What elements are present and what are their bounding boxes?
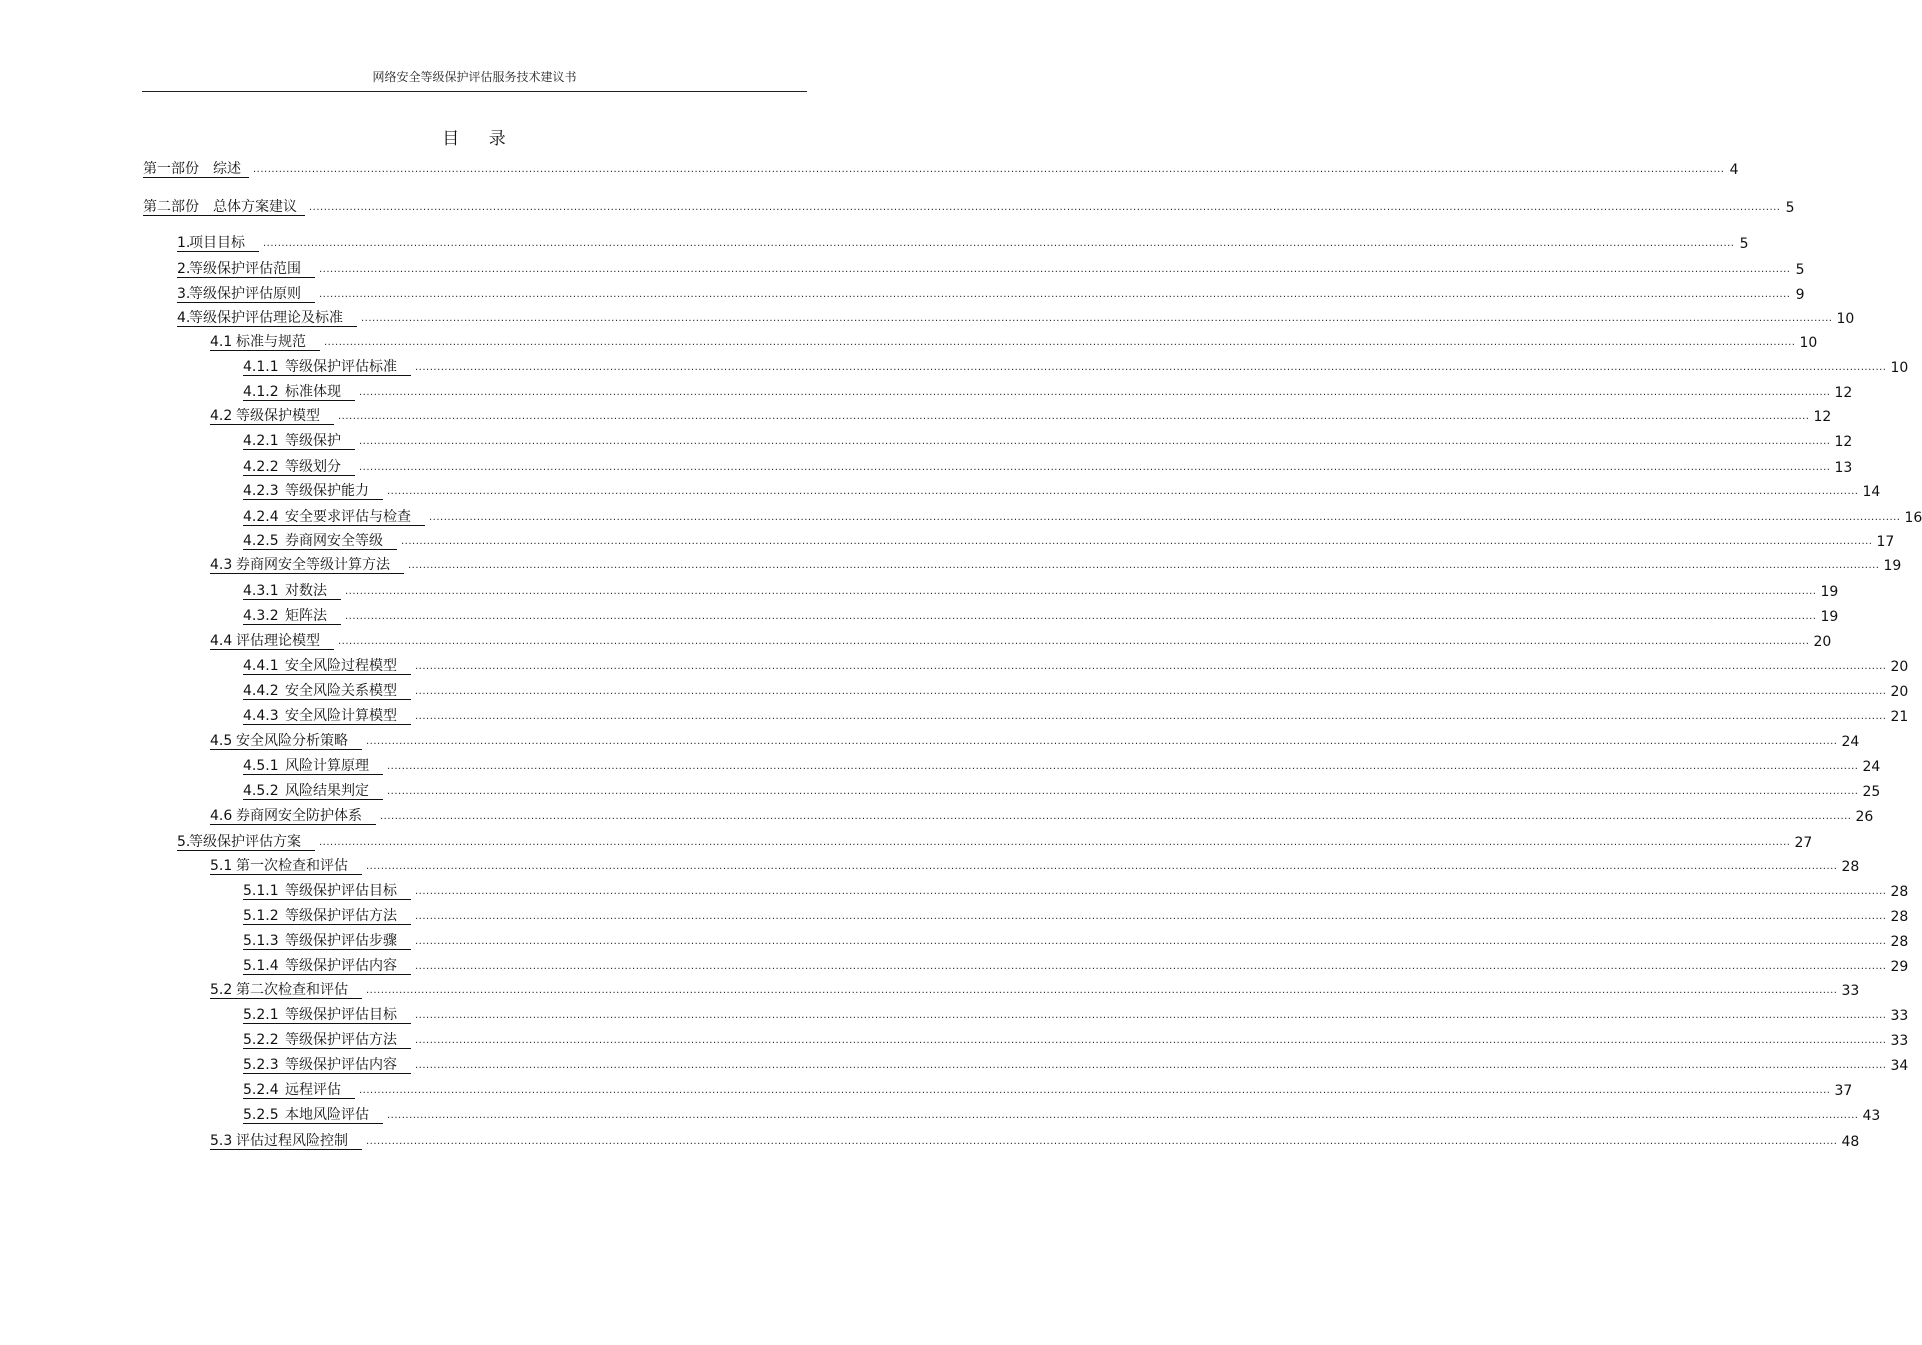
toc-entry-leader-dots: ................................................................................................................................................................................................................................................................................................................................................................................................................ [415,1010,1887,1021]
toc-entry-title: 券商网安全等级 [285,533,397,550]
toc-entry-leader-dots: ................................................................................................................................................................................................................................................................................................................................................................................................................ [415,961,1887,972]
toc-entry-page-number: 33 [1841,983,1860,999]
toc-entry-page-number: 17 [1876,534,1895,550]
toc-entry-page-number: 19 [1820,584,1839,600]
toc-entry-title: 安全风险计算模型 [285,708,411,725]
toc-entry[interactable] [243,755,1881,775]
toc-entry[interactable] [243,1054,1909,1074]
toc-entry-page-number: 20 [1890,684,1909,700]
toc-entry[interactable] [243,655,1909,675]
toc-entry-number: 4.2.5 [243,533,285,550]
toc-entry[interactable] [243,580,1839,600]
toc-entry-title: 等级保护评估原则 [189,286,315,303]
toc-entry-number: 4.4.3 [243,708,285,725]
toc-entry-leader-dots: ................................................................................................................................................................................................................................................................................................................................................................................................................ [415,886,1887,897]
toc-entry-leader-dots: ................................................................................................................................................................................................................................................................................................................................................................................................................ [359,436,1831,447]
toc-entry-title: 风险结果判定 [285,783,383,800]
toc-entry[interactable] [243,1079,1853,1099]
toc-entry-number: 4.1 [210,334,236,351]
toc-entry-leader-dots: ................................................................................................................................................................................................................................................................................................................................................................................................................ [359,462,1831,473]
toc-entry-page-number: 14 [1862,484,1881,500]
toc-entry-page-number: 12 [1813,409,1832,425]
toc-entry-leader-dots: ................................................................................................................................................................................................................................................................................................................................................................................................................ [309,202,1781,213]
toc-entry-number: 4.5.2 [243,783,285,800]
toc-entry-page-number: 19 [1820,609,1839,625]
toc-title: 目 录 [442,129,518,149]
running-header: 网络安全等级保护评估服务技术建议书 [372,70,577,84]
toc-entry-leader-dots: ................................................................................................................................................................................................................................................................................................................................................................................................................ [324,337,1796,348]
toc-entry-page-number: 26 [1855,809,1874,825]
toc-entry[interactable] [177,232,1749,252]
toc-entry-page-number: 10 [1836,311,1855,327]
toc-entry-page-number: 28 [1841,859,1860,875]
toc-entry-leader-dots: ................................................................................................................................................................................................................................................................................................................................................................................................................ [429,512,1901,523]
toc-entry-page-number: 21 [1890,709,1909,725]
toc-entry-leader-dots: ................................................................................................................................................................................................................................................................................................................................................................................................................ [253,164,1725,175]
toc-entry-number: 4.3 [210,557,236,574]
toc-entry-number: 4.1.2 [243,384,285,401]
toc-entry-leader-dots: ................................................................................................................................................................................................................................................................................................................................................................................................................ [387,1110,1859,1121]
toc-entry[interactable] [243,905,1909,925]
toc-entry[interactable] [210,979,1860,999]
toc-entry-number: 4.2.4 [243,509,285,526]
toc-entry-leader-dots: ................................................................................................................................................................................................................................................................................................................................................................................................................ [401,536,1873,547]
toc-entry-title: 等级保护评估内容 [285,1057,411,1074]
toc-entry-number: 5.1.1 [243,883,285,900]
toc-entry[interactable] [210,805,1874,825]
toc-entry[interactable] [210,405,1832,425]
toc-entry-leader-dots: ................................................................................................................................................................................................................................................................................................................................................................................................................ [361,313,1833,324]
toc-entry-number: 4.3.1 [243,583,285,600]
toc-entry-number: 4.1.1 [243,359,285,376]
toc-entry-number: 4.4.2 [243,683,285,700]
toc-entry-leader-dots: ................................................................................................................................................................................................................................................................................................................................................................................................................ [366,985,1838,996]
toc-entry-page-number: 19 [1883,558,1902,574]
toc-entry-number: 4.2.1 [243,433,285,450]
toc-entry-number: 4.5.1 [243,758,285,775]
toc-entry-number: 5.1.4 [243,958,285,975]
toc-entry-number: 5.2 [210,982,236,999]
toc-entry[interactable] [210,1130,1860,1150]
toc-entry-title: 等级保护模型 [236,408,334,425]
toc-entry-number: 5.2.5 [243,1107,285,1124]
toc-entry[interactable] [210,855,1860,875]
toc-entry-title: 等级保护评估理论及标准 [189,310,357,327]
toc-entry-page-number: 34 [1890,1058,1909,1074]
toc-entry-title: 评估理论模型 [236,633,334,650]
toc-entry-title: 第一次检查和评估 [236,858,362,875]
toc-entry-title: 等级保护评估方法 [285,1032,411,1049]
toc-entry-page-number: 13 [1834,460,1853,476]
toc-entry-number: 5.2.3 [243,1057,285,1074]
toc-entry-leader-dots: ................................................................................................................................................................................................................................................................................................................................................................................................................ [415,661,1887,672]
toc-entry-number: 5.2.2 [243,1032,285,1049]
toc-entry-page-number: 16 [1904,510,1922,526]
toc-entry-title: 矩阵法 [285,608,341,625]
toc-entry-number: 5.2.4 [243,1082,285,1099]
toc-entry-number: 5.1.2 [243,908,285,925]
toc-entry-title: 第一部份 综述 [143,161,249,178]
toc-entry-page-number: 27 [1794,835,1813,851]
toc-entry[interactable] [177,307,1855,327]
toc-entry[interactable] [243,456,1853,476]
toc-entry-title: 等级保护评估方法 [285,908,411,925]
toc-entry-leader-dots: ................................................................................................................................................................................................................................................................................................................................................................................................................ [359,1085,1831,1096]
toc-entry-title: 远程评估 [285,1082,355,1099]
toc-entry-title: 等级保护评估标准 [285,359,411,376]
toc-entry[interactable] [243,1004,1909,1024]
toc-entry-title: 等级保护评估步骤 [285,933,411,950]
toc-entry-title: 等级保护评估目标 [285,1007,411,1024]
toc-entry-page-number: 4 [1729,162,1739,178]
toc-entry-number: 4.2.2 [243,459,285,476]
toc-entry-page-number: 24 [1841,734,1860,750]
toc-entry-leader-dots: ................................................................................................................................................................................................................................................................................................................................................................................................................ [380,811,1852,822]
toc-entry-title: 第二部份 总体方案建议 [143,199,305,216]
toc-entry-leader-dots: ................................................................................................................................................................................................................................................................................................................................................................................................................ [319,289,1791,300]
toc-entry-page-number: 24 [1862,759,1881,775]
toc-entry[interactable] [243,530,1895,550]
toc-entry[interactable] [243,1029,1909,1049]
toc-entry-title: 评估过程风险控制 [236,1133,362,1150]
toc-entry[interactable] [243,955,1909,975]
toc-entry[interactable] [143,158,1739,178]
toc-entry-number: 4.4.1 [243,658,285,675]
toc-entry[interactable] [243,930,1909,950]
toc-entry-title: 安全风险分析策略 [236,733,362,750]
toc-entry-leader-dots: ................................................................................................................................................................................................................................................................................................................................................................................................................ [415,362,1887,373]
toc-entry-leader-dots: ................................................................................................................................................................................................................................................................................................................................................................................................................ [319,264,1791,275]
toc-entry-page-number: 12 [1834,385,1853,401]
toc-entry-number: 5.1 [210,858,236,875]
toc-entry-leader-dots: ................................................................................................................................................................................................................................................................................................................................................................................................................ [345,611,1817,622]
toc-entry-title: 对数法 [285,583,341,600]
toc-entry-title: 等级保护评估方案 [189,834,315,851]
toc-entry-page-number: 9 [1795,287,1805,303]
toc-entry-title: 本地风险评估 [285,1107,383,1124]
toc-entry-leader-dots: ................................................................................................................................................................................................................................................................................................................................................................................................................ [319,837,1791,848]
toc-entry[interactable] [143,196,1795,216]
toc-entry[interactable] [243,506,1922,526]
toc-entry-leader-dots: ................................................................................................................................................................................................................................................................................................................................................................................................................ [366,861,1838,872]
toc-entry-number: 5. [177,834,191,850]
toc-entry-page-number: 48 [1841,1134,1860,1150]
toc-entry[interactable] [243,430,1853,450]
toc-entry-title: 项目目标 [189,235,259,252]
toc-entry-number: 5.2.1 [243,1007,285,1024]
toc-entry-number: 4.3.2 [243,608,285,625]
toc-entry-title: 标准与规范 [236,334,320,351]
toc-entry-leader-dots: ................................................................................................................................................................................................................................................................................................................................................................................................................ [387,486,1859,497]
toc-entry-number: 4.5 [210,733,236,750]
toc-entry-page-number: 5 [1795,262,1805,278]
toc-entry[interactable] [243,780,1881,800]
toc-entry[interactable] [243,1104,1881,1124]
toc-entry-number: 4.2.3 [243,483,285,500]
toc-entry-leader-dots: ................................................................................................................................................................................................................................................................................................................................................................................................................ [366,736,1838,747]
toc-entry-page-number: 33 [1890,1008,1909,1024]
toc-entry-number: 2. [177,261,191,277]
toc-entry-page-number: 5 [1739,236,1749,252]
toc-entry-page-number: 12 [1834,434,1853,450]
toc-entry-title: 安全风险关系模型 [285,683,411,700]
toc-entry-page-number: 10 [1799,335,1818,351]
toc-entry-leader-dots: ................................................................................................................................................................................................................................................................................................................................................................................................................ [415,911,1887,922]
toc-entry-leader-dots: ................................................................................................................................................................................................................................................................................................................................................................................................................ [415,1035,1887,1046]
toc-entry-page-number: 28 [1890,884,1909,900]
toc-entry-leader-dots: ................................................................................................................................................................................................................................................................................................................................................................................................................ [408,560,1880,571]
toc-entry[interactable] [210,331,1818,351]
toc-entry-leader-dots: ................................................................................................................................................................................................................................................................................................................................................................................................................ [366,1136,1838,1147]
toc-entry-leader-dots: ................................................................................................................................................................................................................................................................................................................................................................................................................ [345,586,1817,597]
toc-entry-title: 标准体现 [285,384,355,401]
toc-entry-number: 4.4 [210,633,236,650]
toc-entry[interactable] [243,880,1909,900]
toc-entry-number: 1. [177,235,191,251]
toc-entry-page-number: 28 [1890,934,1909,950]
toc-entry-page-number: 28 [1890,909,1909,925]
toc-entry-number: 3. [177,286,191,302]
toc-entry[interactable] [243,605,1839,625]
toc-entry-title: 等级划分 [285,459,355,476]
toc-entry-page-number: 20 [1890,659,1909,675]
toc-entry-title: 券商网安全等级计算方法 [236,557,404,574]
toc-entry[interactable] [243,705,1909,725]
toc-entry-leader-dots: ................................................................................................................................................................................................................................................................................................................................................................................................................ [338,636,1810,647]
toc-entry-page-number: 33 [1890,1033,1909,1049]
toc-entry-title: 第二次检查和评估 [236,982,362,999]
toc-entry-page-number: 29 [1890,959,1909,975]
toc-entry[interactable] [243,356,1909,376]
toc-entry[interactable] [210,630,1832,650]
toc-entry-page-number: 25 [1862,784,1881,800]
toc-entry-leader-dots: ................................................................................................................................................................................................................................................................................................................................................................................................................ [415,711,1887,722]
toc-entry[interactable] [210,730,1860,750]
toc-entry[interactable] [243,381,1853,401]
toc-entry-page-number: 5 [1785,200,1795,216]
toc-entry[interactable] [177,258,1805,278]
toc-entry-leader-dots: ................................................................................................................................................................................................................................................................................................................................................................................................................ [415,1060,1887,1071]
toc-entry-title: 等级保护评估内容 [285,958,411,975]
toc-entry-title: 安全要求评估与检查 [285,509,425,526]
toc-entry-number: 5.3 [210,1133,236,1150]
toc-entry-title: 等级保护 [285,433,355,450]
toc-entry-page-number: 43 [1862,1108,1881,1124]
toc-entry[interactable] [243,680,1909,700]
toc-entry-number: 5.1.3 [243,933,285,950]
toc-entry-title: 安全风险过程模型 [285,658,411,675]
toc-entry-number: 4.6 [210,808,236,825]
toc-entry-page-number: 20 [1813,634,1832,650]
toc-entry[interactable] [177,283,1805,303]
toc-entry-leader-dots: ................................................................................................................................................................................................................................................................................................................................................................................................................ [359,387,1831,398]
toc-entry-leader-dots: ................................................................................................................................................................................................................................................................................................................................................................................................................ [387,786,1859,797]
toc-entry-leader-dots: ................................................................................................................................................................................................................................................................................................................................................................................................................ [387,761,1859,772]
toc-entry-title: 等级保护评估范围 [189,261,315,278]
toc-entry-leader-dots: ................................................................................................................................................................................................................................................................................................................................................................................................................ [415,686,1887,697]
toc-entry[interactable] [210,554,1902,574]
toc-entry-leader-dots: ................................................................................................................................................................................................................................................................................................................................................................................................................ [338,411,1810,422]
toc-entry-title: 券商网安全防护体系 [236,808,376,825]
toc-entry-title: 等级保护能力 [285,483,383,500]
toc-entry-page-number: 37 [1834,1083,1853,1099]
toc-entry-number: 4.2 [210,408,236,425]
toc-entry[interactable] [243,480,1881,500]
toc-entry-title: 风险计算原理 [285,758,383,775]
toc-entry-title: 等级保护评估目标 [285,883,411,900]
toc-entry-page-number: 10 [1890,360,1909,376]
header-rule [142,91,807,92]
toc-entry-number: 4. [177,310,191,326]
toc-entry[interactable] [177,831,1813,851]
toc-entry-leader-dots: ................................................................................................................................................................................................................................................................................................................................................................................................................ [263,238,1735,249]
toc-entry-leader-dots: ................................................................................................................................................................................................................................................................................................................................................................................................................ [415,936,1887,947]
